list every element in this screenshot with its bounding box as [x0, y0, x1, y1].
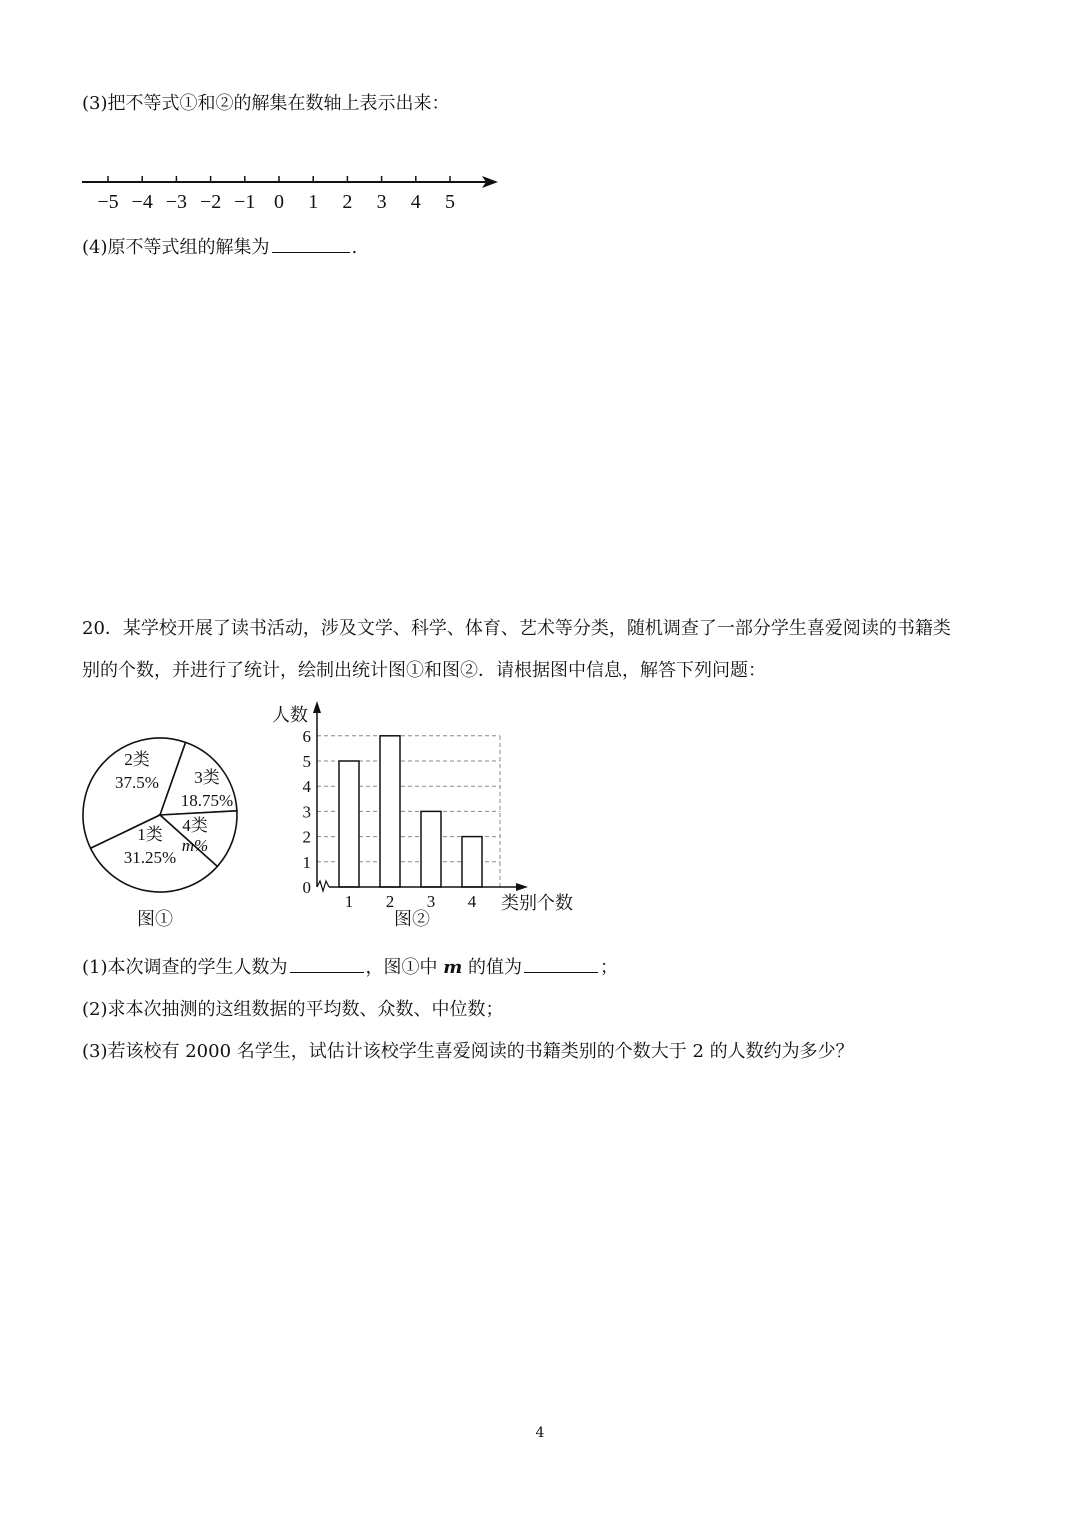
pie-slice-label: 2类 [124, 750, 150, 769]
pie-slice-value: 18.75% [180, 791, 234, 810]
pie-slice-value: 31.25% [123, 848, 177, 867]
q19-part4-prefix: (4)原不等式组的解集为 [82, 237, 270, 258]
q20-part3: (3)若该校有 2000 名学生，试估计该校学生喜爱阅读的书籍类别的个数大于 2 的人数约为多少？ [82, 1041, 854, 1062]
bar-chart [260, 695, 600, 935]
page-number: 4 [535, 1425, 545, 1441]
answer-blank-m[interactable] [524, 956, 598, 973]
bar [339, 761, 359, 887]
number-line-label: 2 [342, 191, 353, 213]
q19-part4-suffix: . [351, 237, 358, 258]
pie-caption: 图① [137, 909, 173, 930]
y-tick-label: 1 [302, 852, 311, 872]
y-tick-label: 3 [302, 802, 311, 822]
number-line-label: 5 [445, 191, 455, 213]
number-line-label: 1 [308, 191, 319, 213]
number-line [78, 166, 508, 216]
y-axis-label: 人数 [272, 705, 308, 725]
q20-part1-c: 的值为 [468, 957, 523, 978]
number-line-label: −5 [97, 191, 119, 213]
y-axis-arrow [313, 701, 321, 713]
y-tick-label: 2 [302, 827, 311, 847]
pie-slice-label: 4类 [182, 816, 208, 835]
bar [421, 811, 441, 887]
x-tick-label: 3 [426, 892, 436, 911]
x-axis-label: 类别个数 [501, 893, 573, 913]
pie-slice-label: 1类 [137, 825, 163, 844]
q20-part1-d: ； [600, 957, 619, 978]
q20-part1 [82, 956, 618, 980]
number-line-label: 3 [376, 191, 387, 213]
bar [380, 736, 400, 887]
x-tick-label: 2 [385, 892, 395, 911]
axis-break [317, 881, 329, 891]
q20-part1-var: m [443, 957, 463, 978]
number-line-label: 4 [410, 191, 421, 213]
number-line-label: −2 [199, 191, 222, 213]
q20-part1-b: ，图①中 [365, 957, 438, 978]
answer-blank[interactable] [272, 236, 350, 253]
q19-part4-text [82, 236, 357, 260]
y-tick-label: 6 [302, 726, 311, 746]
bar-caption: 图② [394, 909, 430, 930]
x-axis-arrow [516, 883, 528, 891]
number-line-label: −1 [234, 191, 256, 213]
x-tick-label: 4 [467, 892, 477, 911]
pie-slice-value: 37.5% [115, 773, 159, 792]
number-line-label: −3 [165, 191, 188, 213]
y-tick-label: 0 [302, 878, 311, 897]
bar [462, 837, 482, 887]
q20-part2: (2)求本次抽测的这组数据的平均数、众数、中位数； [82, 999, 504, 1020]
q19-part3-text: (3)把不等式①和②的解集在数轴上表示出来： [82, 93, 450, 114]
number-line-label: −4 [131, 191, 153, 213]
pie-slice-label: 3类 [194, 768, 220, 787]
q20-part1-a: (1)本次调查的学生人数为 [82, 957, 288, 978]
pie-slice-value: m% [181, 836, 209, 855]
y-tick-label: 5 [302, 752, 311, 771]
answer-blank-students[interactable] [290, 956, 364, 973]
x-tick-label: 1 [344, 892, 354, 911]
y-tick-label: 4 [302, 777, 311, 797]
q20-stem-line1: 20．某学校开展了读书活动，涉及文学、科学、体育、艺术等分类，随机调查了一部分学生喜爱阅读的书籍类 [82, 618, 951, 639]
q20-stem-line2: 别的个数，并进行了统计，绘制出统计图①和图②．请根据图中信息，解答下列问题： [82, 660, 766, 681]
number-line-label: 0 [274, 191, 284, 213]
